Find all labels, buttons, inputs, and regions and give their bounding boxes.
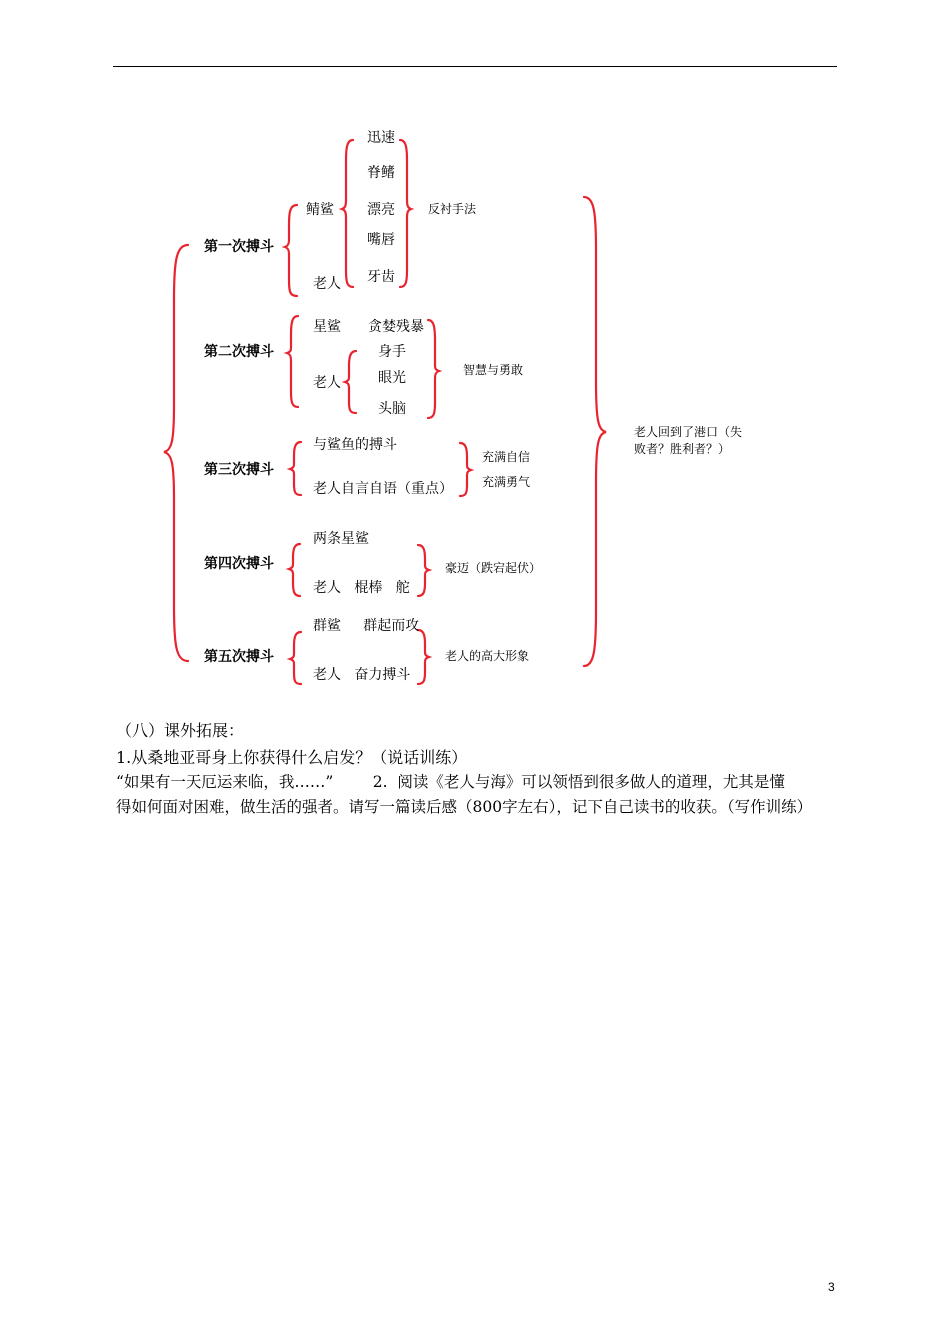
fight-label-1: 第一次搏斗	[204, 239, 274, 255]
fight4-note: 豪迈（跌宕起伏）	[445, 561, 542, 575]
fight3-note: 充满勇气	[482, 475, 531, 489]
fight2-trait: 眼光	[378, 370, 406, 386]
brace-fight2-right	[428, 320, 439, 418]
fight3-item: 与鲨鱼的搏斗	[313, 437, 397, 453]
fight3-note: 充满自信	[482, 450, 531, 464]
fight1-trait: 嘴唇	[367, 232, 395, 248]
fight1-trait: 脊鳍	[367, 165, 395, 181]
fight1-trait: 牙齿	[367, 269, 395, 285]
brace-fight4-left	[289, 544, 300, 596]
fight4-item: 老人 棍棒 舵	[313, 580, 410, 596]
page-number: 3	[828, 1280, 835, 1294]
brace-fight1-left	[285, 205, 297, 296]
paragraph-line: 得如何面对困难，做生活的强者。请写一篇读后感（800字左右），记下自己读书的收获。（写作训练）	[116, 798, 813, 816]
fight2-note: 智慧与勇敢	[463, 363, 524, 377]
brace-fight5-left	[290, 632, 301, 684]
question-1: 1.从桑地亚哥身上你获得什么启发？（说话训练）	[116, 748, 468, 767]
outcome-line: 败者？胜利者？）	[634, 442, 731, 456]
brace-main-left	[164, 245, 188, 661]
brace-fight2-left	[287, 316, 298, 407]
brace-fight5-right	[418, 630, 429, 684]
fight4-item: 两条星鲨	[313, 531, 369, 547]
fight-label-2: 第二次搏斗	[204, 344, 274, 360]
fight-label-4: 第四次搏斗	[204, 556, 274, 572]
fight1-note: 反衬手法	[428, 202, 477, 216]
fight1-actor-oldman: 老人	[313, 276, 341, 292]
fight-label-3: 第三次搏斗	[204, 462, 274, 478]
fight2-actor-shark: 星鲨	[313, 319, 341, 335]
section-heading: （八）课外拓展：	[116, 721, 245, 740]
fight1-actor-shark: 鲭鲨	[306, 202, 334, 218]
fight5-item: 群鲨 群起而攻	[313, 618, 420, 634]
fight-label-5: 第五次搏斗	[204, 649, 274, 665]
fight2-trait: 身手	[378, 344, 406, 360]
brace-fight3-right	[460, 443, 471, 496]
fight5-note: 老人的高大形象	[445, 649, 530, 663]
brace-main-right	[584, 197, 606, 666]
fight5-item: 老人 奋力搏斗	[313, 667, 411, 683]
brace-fight1-traits-left	[342, 140, 353, 287]
paragraph-line: “如果有一天厄运来临，我……” 2. 阅读《老人与海》可以领悟到很多做人的道理，尤其是懂	[116, 773, 785, 791]
brace-fight3-left	[290, 442, 301, 495]
fight1-trait: 迅速	[367, 130, 395, 146]
brace-fight1-traits-right	[400, 140, 411, 287]
fight2-shark-trait: 贪婪残暴	[368, 319, 424, 335]
fight3-item: 老人自言自语（重点）	[313, 481, 453, 497]
brace-fight2-traits-left	[345, 351, 356, 413]
fight2-trait: 头脑	[378, 401, 406, 417]
brace-fight4-right	[418, 545, 429, 596]
fight2-actor-oldman: 老人	[313, 375, 341, 391]
outcome-line: 老人回到了港口（失	[634, 425, 743, 439]
fight1-trait: 漂亮	[367, 202, 395, 218]
